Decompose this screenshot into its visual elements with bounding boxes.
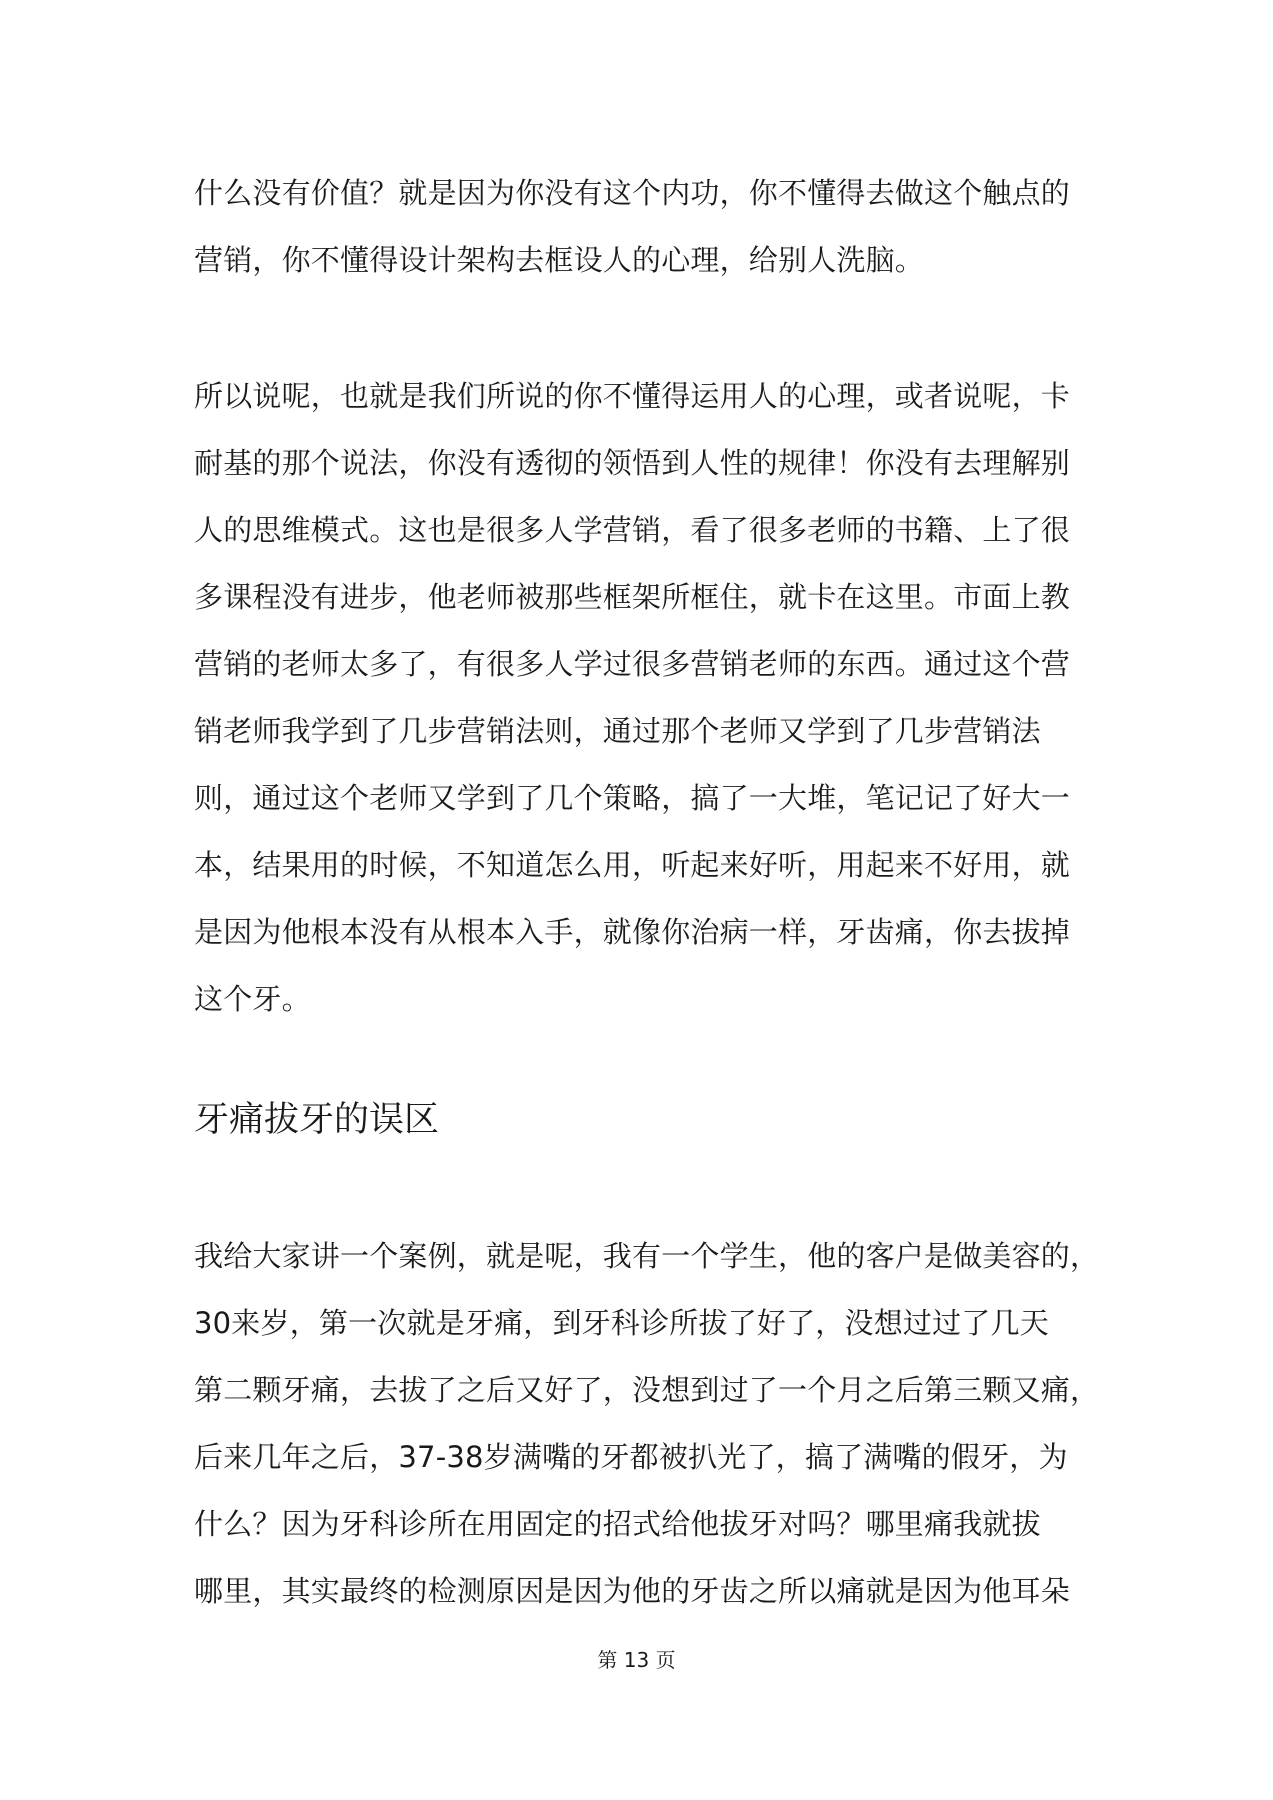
text-line: 人的思维模式。这也是很多人学营销，看了很多老师的书籍、上了很: [194, 513, 1071, 547]
text-line: 营销，你不懂得设计架构去框设人的心理，给别人洗脑。: [194, 243, 925, 277]
text-line: 是因为他根本没有从根本入手，就像你治病一样，牙齿痛，你去拔掉: [194, 915, 1071, 949]
text-line: 第二颗牙痛，去拔了之后又好了，没想到过了一个月之后第三颗又痛，: [194, 1373, 1100, 1407]
text-line: 所以说呢，也就是我们所说的你不懂得运用人的心理，或者说呢，卡: [194, 379, 1071, 413]
text-line: 营销的老师太多了，有很多人学过很多营销老师的东西。通过这个营: [194, 647, 1071, 681]
text-line: 30来岁，第一次就是牙痛，到牙科诊所拔了好了，没想过过了几天: [194, 1306, 1049, 1340]
text-line: 销老师我学到了几步营销法则，通过那个老师又学到了几步营销法: [194, 714, 1041, 748]
text-line: 什么没有价值？就是因为你没有这个内功，你不懂得去做这个触点的: [194, 176, 1071, 210]
paragraph-2: [194, 363, 1070, 1033]
text-line: 多课程没有进步，他老师被那些框架所框住，就卡在这里。市面上教: [194, 580, 1071, 614]
text-line: 则，通过这个老师又学到了几个策略，搞了一大堆，笔记记了好大一: [194, 781, 1071, 815]
paragraph-1: [194, 160, 1070, 294]
text-line: 哪里，其实最终的检测原因是因为他的牙齿之所以痛就是因为他耳朵: [194, 1574, 1071, 1608]
text-line: 这个牙。: [194, 982, 311, 1016]
paragraph-3: [194, 1223, 1099, 1625]
page-number: 第 13 页: [597, 1648, 676, 1672]
text-line: 什么？因为牙科诊所在用固定的招式给他拔牙对吗？哪里痛我就拔: [194, 1507, 1041, 1541]
text-line: 耐基的那个说法，你没有透彻的领悟到人性的规律！你没有去理解别: [194, 446, 1071, 480]
section-heading: 牙痛拔牙的误区: [194, 1100, 440, 1140]
text-line: 后来几年之后，37-38岁满嘴的牙都被扒光了，搞了满嘴的假牙，为: [194, 1440, 1068, 1474]
text-line: 本，结果用的时候，不知道怎么用，听起来好听，用起来不好用，就: [194, 848, 1071, 882]
text-line: 我给大家讲一个案例，就是呢，我有一个学生，他的客户是做美容的，: [194, 1239, 1100, 1273]
